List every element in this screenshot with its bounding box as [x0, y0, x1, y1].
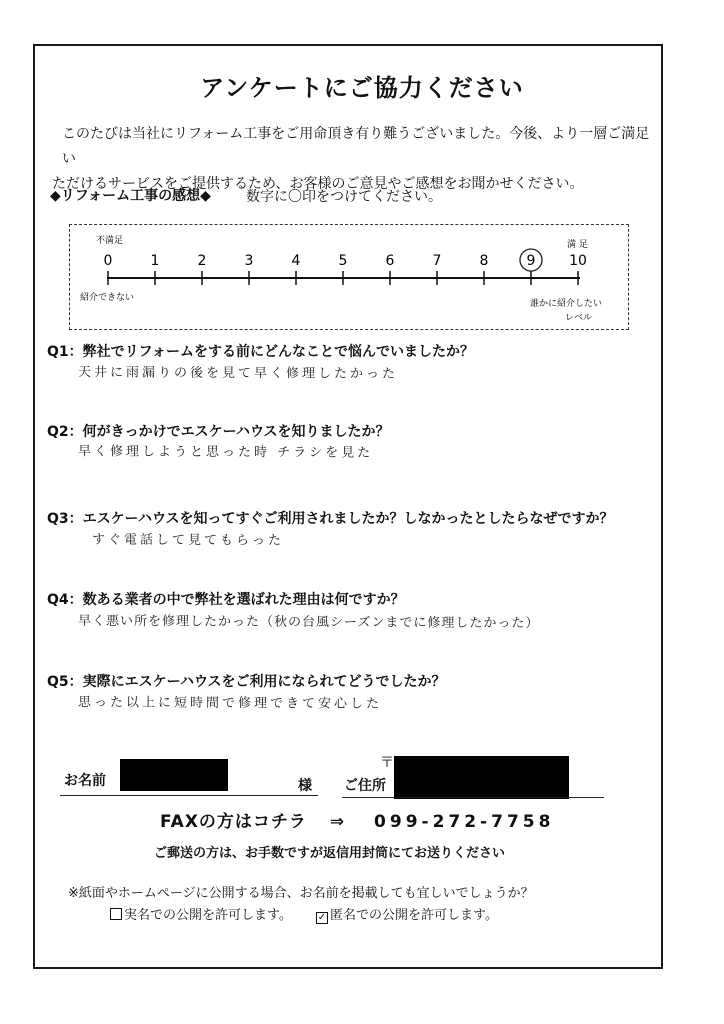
question-5: Q5：実際にエスケーハウスをご利用になられてどうでしたか？ [47, 674, 446, 690]
answer-1: 天井に雨漏りの後を見て早く修理したかった [77, 365, 399, 382]
scale-number[interactable]: 5 [338, 253, 348, 269]
rating-instruction: 数字に〇印をつけてください。 [246, 189, 442, 205]
fax-label: FAXの方はコチラ [160, 812, 307, 832]
checkbox-real-name[interactable] [110, 908, 122, 920]
name-underline [60, 795, 318, 796]
question-2: Q2：何がきっかけでエスケーハウスを知りましたか？ [47, 424, 390, 440]
rating-scale [70, 225, 630, 331]
redacted-name [120, 759, 228, 791]
address-underline [342, 797, 604, 798]
fax-line [160, 807, 554, 832]
answer-3: すぐ電話して見てもらった [91, 532, 285, 549]
option-anon-label: 匿名での公開を許可します。 [330, 908, 498, 923]
scale-number[interactable]: 8 [479, 253, 489, 269]
answer-2: 早く修理しようと思った時 チラシを見た [77, 444, 374, 461]
label-refer-line-1: 誰かに紹介したい [530, 299, 603, 309]
postal-mark: 〒 [380, 755, 394, 771]
label-dissatisfied: 不満足 [96, 236, 124, 246]
intro-line-2: ただけるサービスをご提供するため、お客様のご意見やご感想をお聞かせください。 [52, 176, 584, 192]
question-3: Q3：エスケーハウスを知ってすぐご利用されましたか？しなかったとしたらなぜですか？ [47, 511, 614, 527]
checkbox-anonymous[interactable]: ✓ [317, 912, 327, 923]
name-label: お名前 [64, 773, 106, 789]
rating-heading: ◆リフォーム工事の感想◆ [50, 188, 211, 204]
scale-number[interactable]: 1 [150, 253, 160, 269]
option-real-label: 実名での公開を許可します。 [124, 908, 292, 923]
answer-5: 思った以上に短時間で修理できて安心した [77, 695, 383, 712]
page-title: アンケートにご協力ください [200, 74, 524, 102]
question-4: Q4：数ある業者の中で弊社を選ばれた理由は何ですか？ [47, 592, 405, 608]
scale-number[interactable]: 3 [244, 253, 254, 269]
scale-number[interactable]: 4 [291, 253, 301, 269]
fax-number: 099-272-7758 [374, 812, 555, 832]
option-real-name [110, 904, 292, 923]
consent-question: ※紙面やホームページに公開する場合、お名前を掲載しても宜しいでしょうか？ [68, 886, 534, 901]
intro-line-1: このたびは当社にリフォーム工事をご用命頂き有り難うございました。今後、より一層ご満足い [62, 126, 650, 167]
scale-number[interactable]: 0 [103, 253, 113, 269]
redacted-address [394, 756, 569, 799]
arrow-icon: ⇒ [329, 812, 346, 832]
scale-number[interactable]: 9 [526, 253, 536, 269]
label-no-refer: 紹介できない [80, 293, 135, 303]
rating-scale-box [69, 224, 629, 330]
answer-4: 早く悪い所を修理したかった（秋の台風シーズンまでに修理したかった） [77, 613, 540, 632]
mail-note: ご郵送の方は、お手数ですが返信用封筒にてお送りください [154, 846, 506, 861]
scale-number[interactable]: 2 [197, 253, 207, 269]
label-satisfied: 満 足 [567, 240, 588, 250]
scale-number[interactable]: 6 [385, 253, 395, 269]
scale-number[interactable]: 7 [432, 253, 442, 269]
honorific: 様 [298, 778, 312, 794]
label-refer-line-2: レベル [565, 313, 593, 323]
question-1: Q1：弊社でリフォームをする前にどんなことで悩んでいましたか？ [47, 344, 474, 360]
scale-number[interactable]: 10 [569, 253, 587, 269]
option-anonymous [316, 904, 498, 924]
address-label: ご住所 [344, 778, 386, 794]
